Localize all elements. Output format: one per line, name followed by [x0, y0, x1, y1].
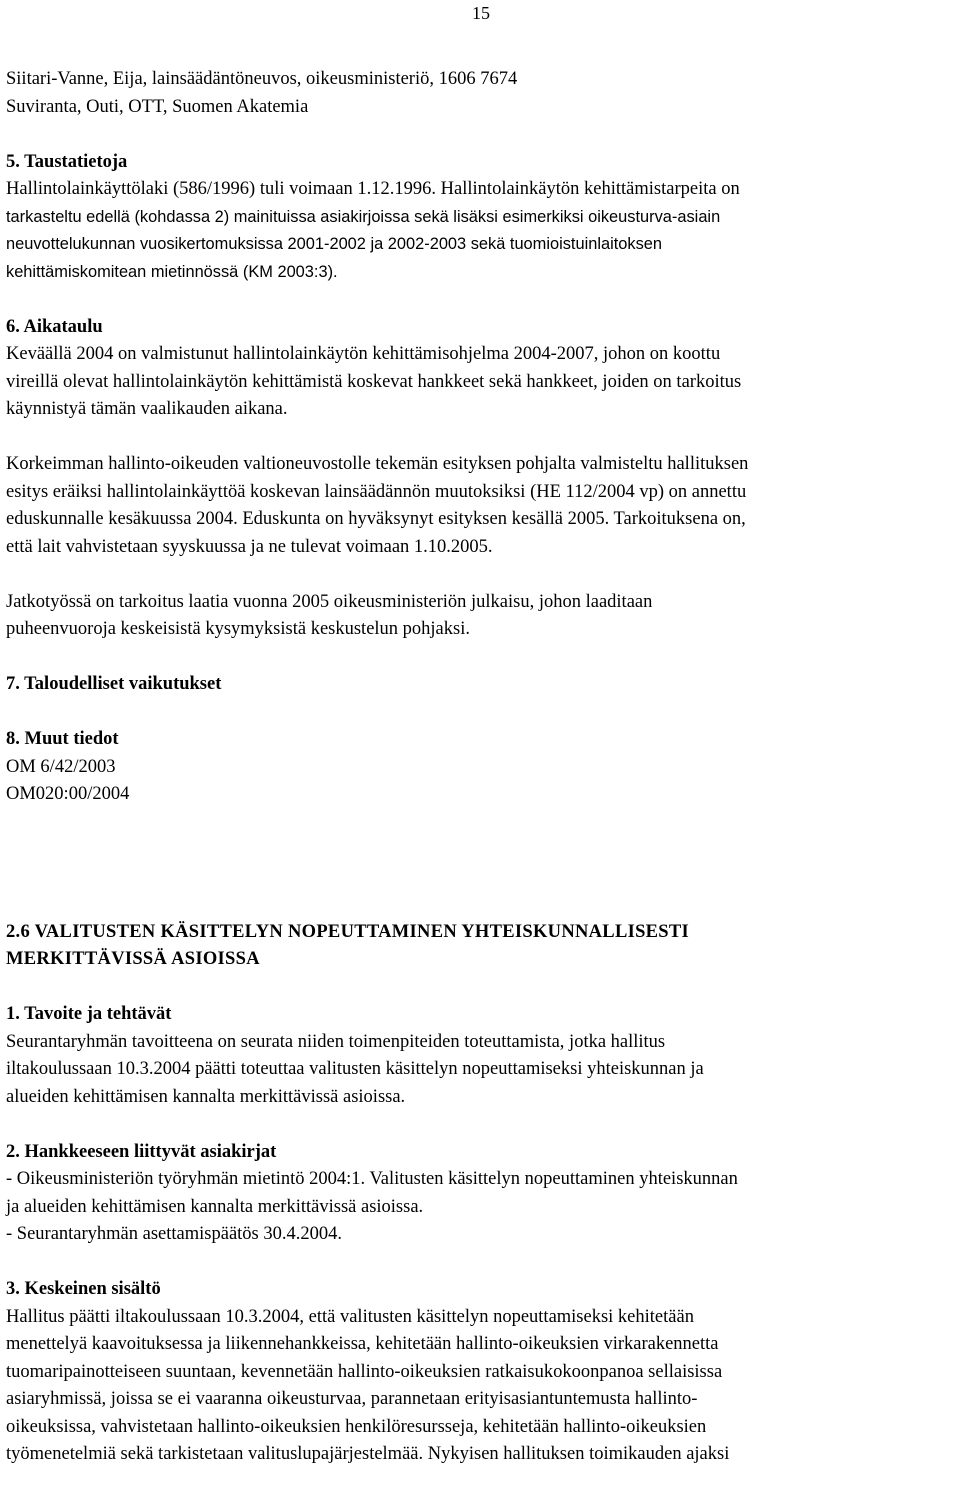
spacer: [6, 561, 954, 589]
section-heading-taustatietoja: 5. Taustatietoja: [6, 151, 128, 172]
paragraph-line: Hallitus päätti iltakoulussaan 10.3.2004, että valitusten käsittelyn nopeuttamiseksi kehitetään: [6, 1306, 694, 1327]
paragraph-line: menettelyä kaavoituksessa ja liikennehankkeissa, kehitetään hallinto-oikeuksien virkarakennetta: [6, 1334, 719, 1354]
list-item: - Oikeusministeriön työryhmän mietintö 2004:1. Valitusten käsittelyn nopeuttaminen yhteiskunnan: [6, 1169, 738, 1189]
paragraph-line: Keväällä 2004 on valmistunut hallintolainkäytön kehittämisohjelma 2004-2007, johon on koottu: [6, 344, 721, 364]
contact-line: Siitari-Vanne, Eija, lainsäädäntöneuvos, oikeusministeriö, 1606 7674: [6, 69, 518, 89]
paragraph-line: puheenvuoroja keskeisistä kysymyksistä keskustelun pohjaksi.: [6, 619, 470, 639]
paragraph-line: tarkasteltu edellä (kohdassa 2) mainituissa asiakirjoissa sekä lisäksi esimerkiksi oikeusturva-asiain: [6, 207, 721, 226]
spacer: [6, 1249, 954, 1277]
spacer: [6, 974, 954, 1002]
page-content: [6, 66, 954, 1469]
paragraph-line: oikeuksissa, vahvistetaan hallinto-oikeuksien henkilöresursseja, kehitetään hallinto-oikeuksien: [6, 1416, 707, 1437]
paragraph-line: [6, 176, 954, 204]
paragraph-line: Seurantaryhmän tavoitteena on seurata niiden toimenpiteiden toteuttamista, jotka hallitus: [6, 1031, 666, 1052]
paragraph-line: asiaryhmissä, joissa se ei vaaranna oikeusturvaa, parannetaan erityisasiantuntemusta hallinto-: [6, 1389, 698, 1409]
list-item-continuation: ja alueiden kehittämisen kannalta merkittävissä asioissa.: [6, 1196, 424, 1217]
spacer: [6, 1111, 954, 1139]
paragraph-line: iltakoulussaan 10.3.2004 päätti toteuttaa valitusten käsittelyn nopeuttamiseksi yhteiskunnan ja: [6, 1059, 704, 1079]
list-item: - Seurantaryhmän asettamispäätös 30.4.2004.: [6, 1224, 342, 1244]
paragraph-line: että lait vahvistetaan syyskuussa ja ne tulevat voimaan 1.10.2005.: [6, 536, 493, 557]
section-heading-tavoite: 1. Tavoite ja tehtävät: [6, 1004, 172, 1024]
paragraph-line: vireillä olevat hallintolainkäytön kehittämistä koskevat hankkeet sekä hankkeet, joiden on tarkoitus: [6, 371, 742, 392]
page-number: 15: [472, 3, 490, 23]
reference-code: OM020:00/2004: [6, 784, 130, 804]
paragraph-line: alueiden kehittämisen kannalta merkittävissä asioissa.: [6, 1086, 406, 1107]
paragraph-line: neuvottelukunnan vuosikertomuksissa 2001-2002 ja 2002-2003 sekä tuomioistuinlaitoksen: [6, 235, 663, 253]
contact-line: Suviranta, Outi, OTT, Suomen Akatemia: [6, 96, 309, 117]
paragraph-line: eduskunnalle kesäkuussa 2004. Eduskunta on hyväksynyt esityksen kesällä 2005. Tarkoituksena on,: [6, 509, 746, 529]
paragraph-line: Jatkotyössä on tarkoitus laatia vuonna 2005 oikeusministeriön julkaisu, johon laaditaan: [6, 591, 653, 612]
paragraph-line: esitys eräiksi hallintolainkäyttöä koskevan lainsäädännön muutoksiksi (HE 112/2004 vp) on annettu: [6, 481, 747, 502]
chapter-heading: 2.6 VALITUSTEN KÄSITTELYN NOPEUTTAMINEN YHTEISKUNNALLISESTI: [6, 921, 690, 942]
spacer: [6, 809, 954, 919]
paragraph-text-serif: Hallintolainkäyttölaki (586/1996) tuli voimaan 1.12.1996. Hallintolainkäytön kehittämistarpeita on: [6, 179, 740, 199]
spacer: [6, 286, 954, 314]
section-heading-muut-tiedot: 8. Muut tiedot: [6, 729, 119, 749]
section-heading-taloudelliset-vaikutukset: 7. Taloudelliset vaikutukset: [6, 674, 222, 694]
section-heading-aikataulu: 6. Aikataulu: [6, 316, 103, 337]
paragraph-line: kehittämiskomitean mietinnössä (KM 2003:3).: [6, 262, 338, 281]
paragraph-line: työmenetelmiä sekä tarkistetaan valituslupajärjestelmää. Nykyisen hallituksen toimikauden ajaksi: [6, 1444, 730, 1464]
spacer: [6, 424, 954, 452]
spacer: [6, 699, 954, 727]
reference-code: OM 6/42/2003: [6, 756, 116, 777]
section-heading-asiakirjat: 2. Hankkeeseen liittyvät asiakirjat: [6, 1141, 277, 1162]
paragraph-line: käynnistyä tämän vaalikauden aikana.: [6, 399, 288, 419]
paragraph-line: Korkeimman hallinto-oikeuden valtioneuvostolle tekemän esityksen pohjalta valmisteltu hallituksen: [6, 454, 749, 474]
spacer: [6, 121, 954, 149]
paragraph-line: tuomaripainotteiseen suuntaan, kevennetään hallinto-oikeuksien ratkaisukokoonpanoa sellaisissa: [6, 1361, 723, 1382]
chapter-heading: MERKITTÄVISSÄ ASIOISSA: [6, 949, 260, 969]
section-heading-keskeinen-sisalto: 3. Keskeinen sisältö: [6, 1279, 161, 1299]
spacer: [6, 644, 954, 672]
